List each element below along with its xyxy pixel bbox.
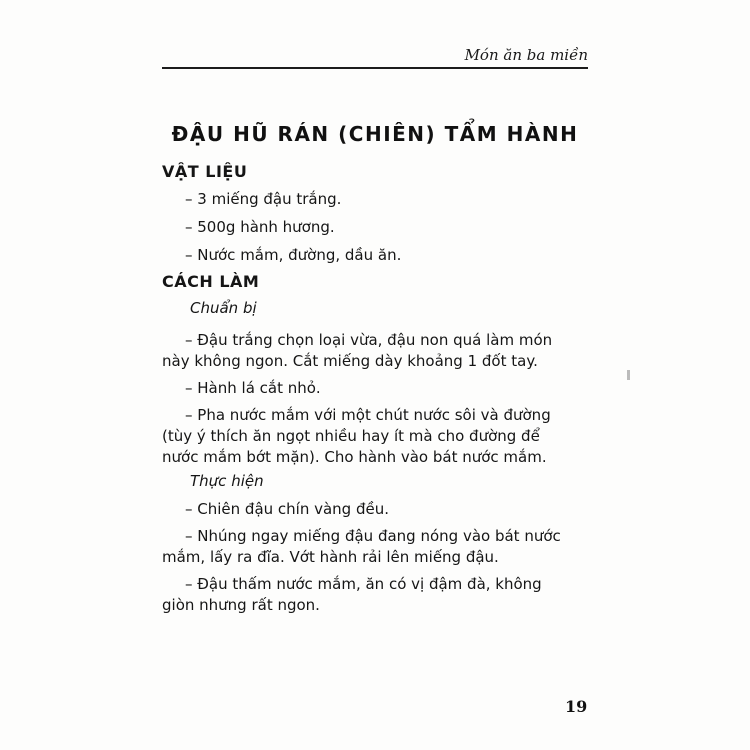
ingredient-line: – 3 miếng đậu trắng. — [185, 190, 342, 208]
prep-line: nước mắm bớt mặn). Cho hành vào bát nước mắm. — [162, 448, 547, 466]
exec-line: – Chiên đậu chín vàng đều. — [185, 500, 389, 518]
prep-line: này không ngon. Cắt miếng dày khoảng 1 đốt tay. — [162, 352, 538, 370]
prep-line: (tùy ý thích ăn ngọt nhiều hay ít mà cho đường để — [162, 427, 540, 445]
exec-line: giòn nhưng rất ngon. — [162, 596, 320, 614]
page-number: 19 — [565, 697, 588, 716]
ingredient-line: – 500g hành hương. — [185, 218, 335, 236]
exec-line: – Đậu thấm nước mắm, ăn có vị đậm đà, không — [185, 575, 542, 593]
exec-line: mắm, lấy ra đĩa. Vớt hành rải lên miếng đậu. — [162, 548, 499, 566]
ingredients-heading: VẬT LIỆU — [162, 162, 248, 181]
ingredient-line: – Nước mắm, đường, dầu ăn. — [185, 246, 402, 264]
recipe-title: ĐẬU HŨ RÁN (CHIÊN) TẨM HÀNH — [171, 122, 579, 146]
prep-line: – Pha nước mắm với một chút nước sôi và đường — [185, 406, 551, 424]
running-header: Món ăn ba miền — [464, 46, 588, 64]
exec-line: – Nhúng ngay miếng đậu đang nóng vào bát nước — [185, 527, 561, 545]
prep-line: – Đậu trắng chọn loại vừa, đậu non quá làm món — [185, 331, 553, 349]
header-rule — [162, 67, 588, 69]
prep-line: – Hành lá cắt nhỏ. — [185, 379, 321, 397]
exec-heading: Thực hiện — [190, 472, 264, 490]
prep-heading: Chuẩn bị — [190, 299, 257, 317]
method-heading: CÁCH LÀM — [162, 272, 260, 291]
print-mark — [627, 370, 630, 380]
